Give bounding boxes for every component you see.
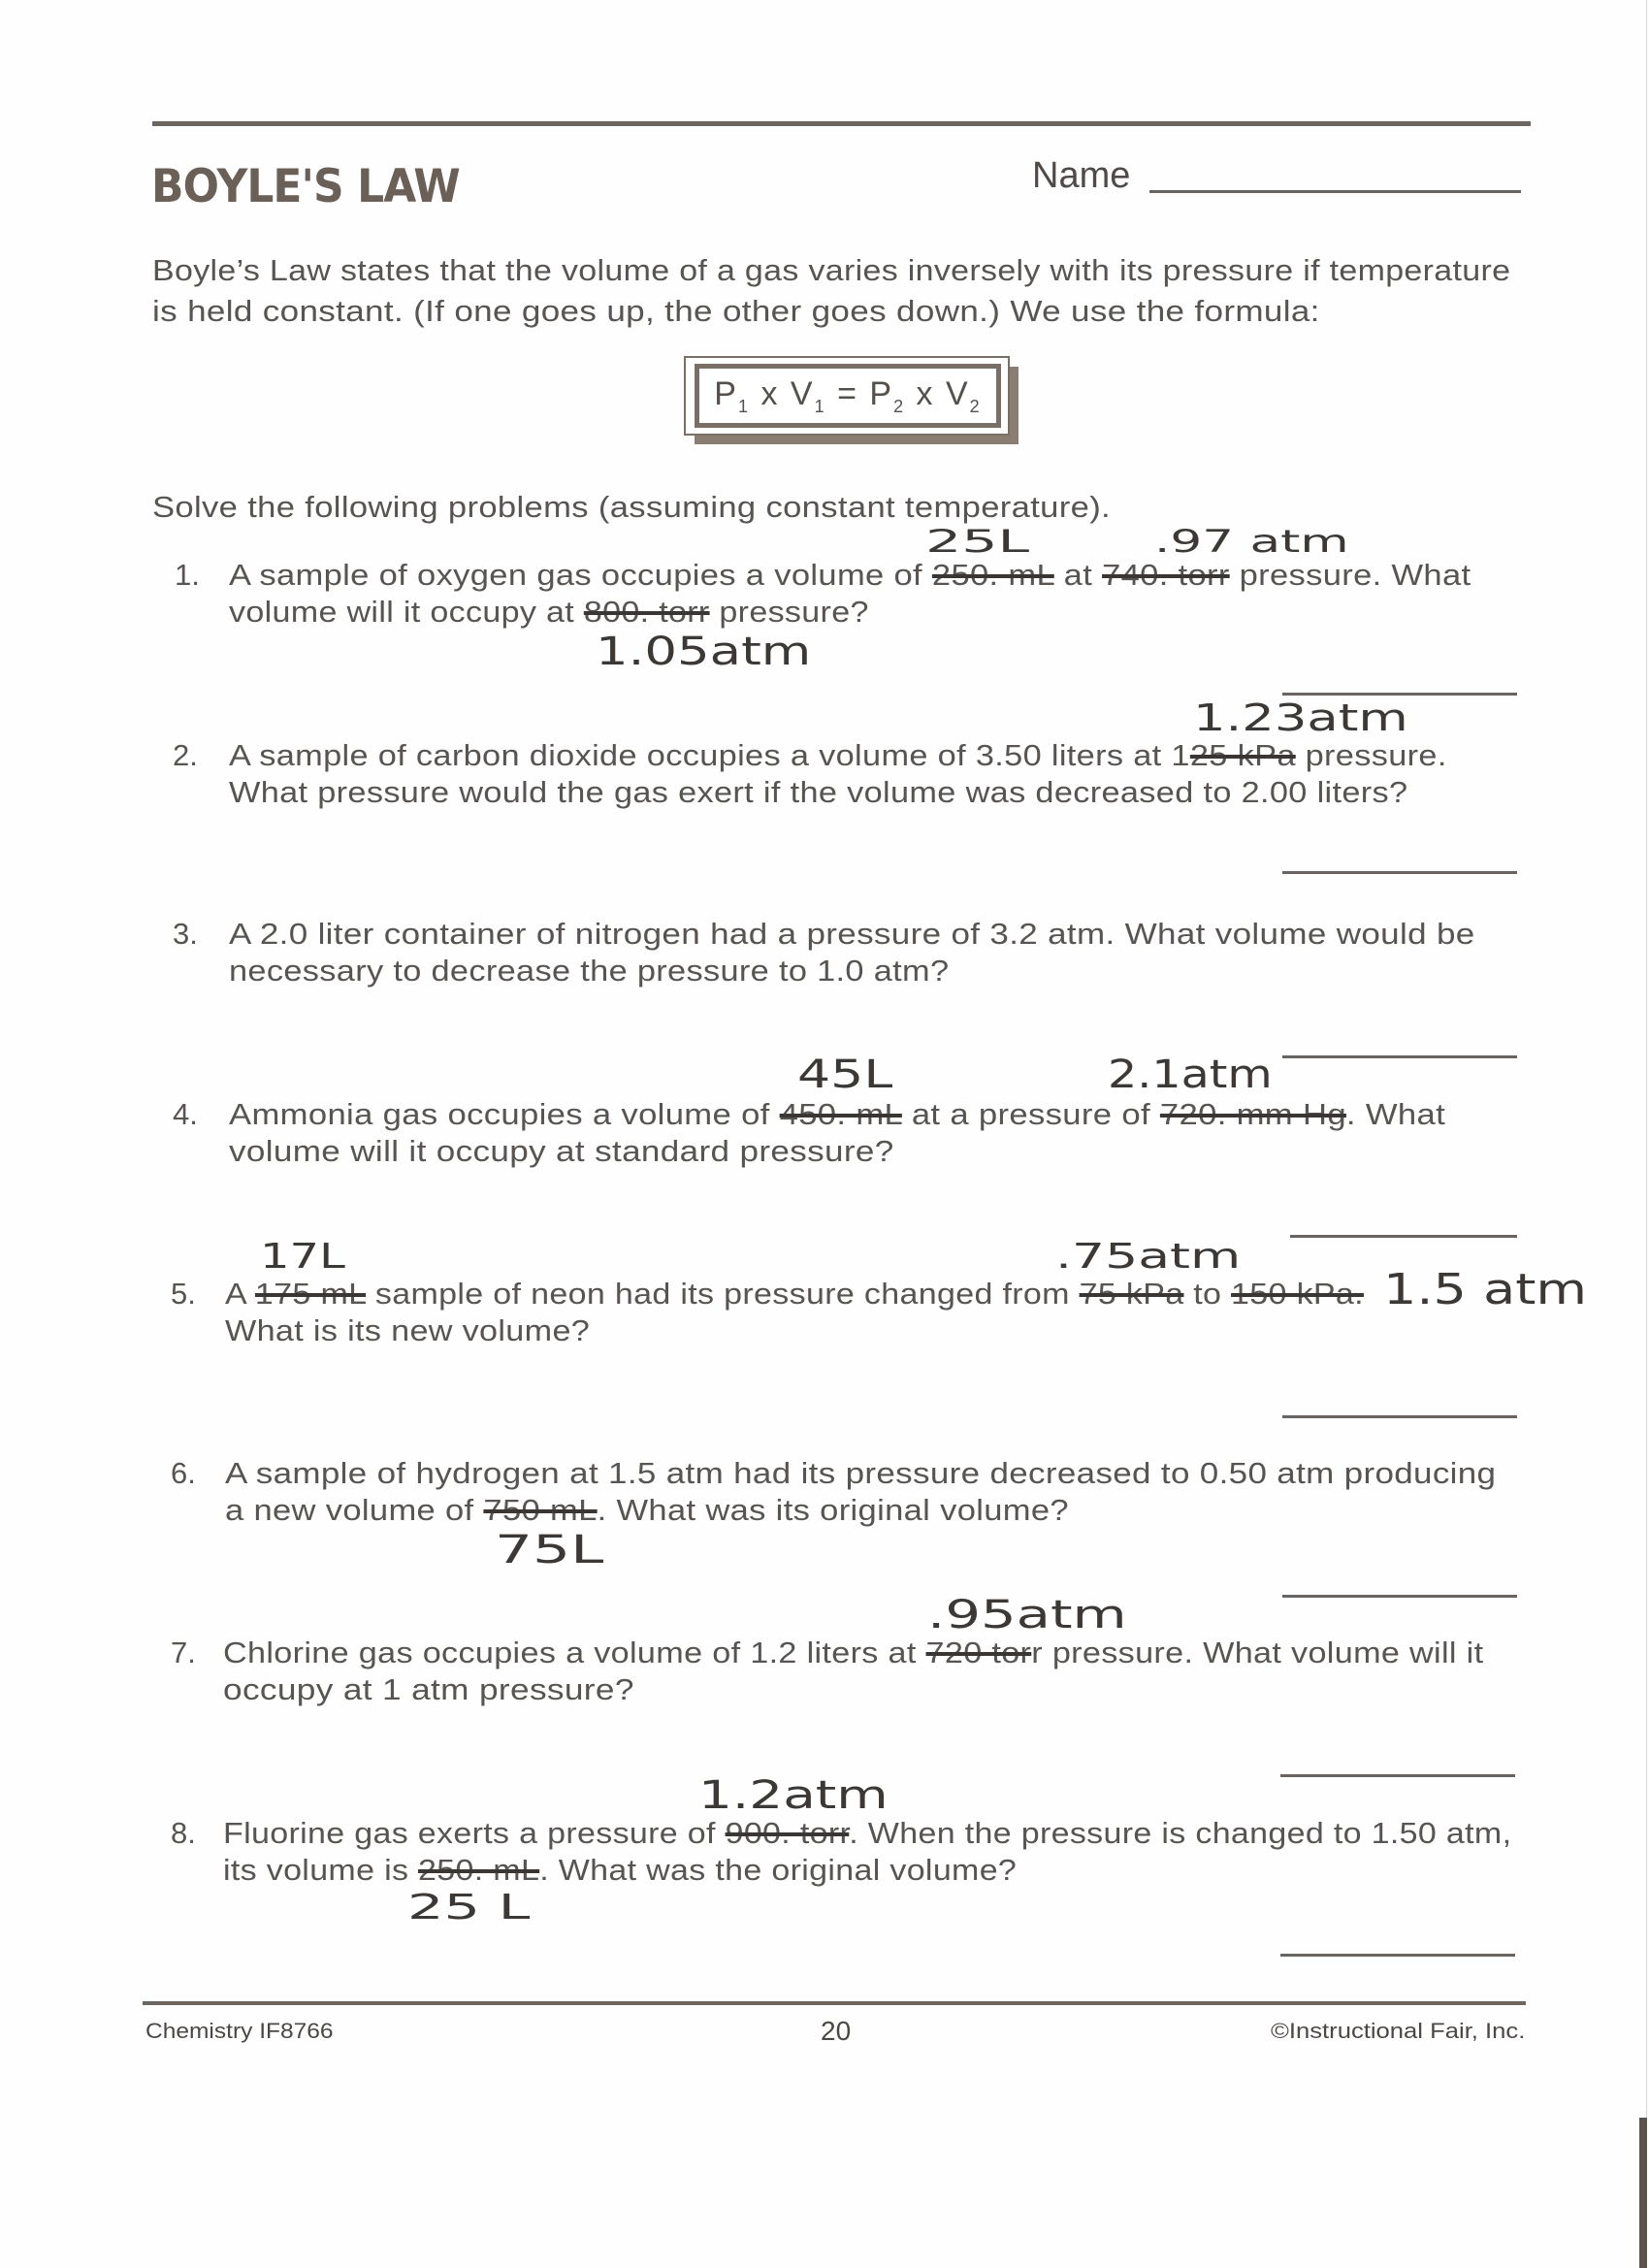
text: to bbox=[1183, 1277, 1232, 1311]
text: Fluorine gas exerts a pressure of bbox=[223, 1816, 726, 1850]
problem-text-line-2 bbox=[225, 1494, 1069, 1527]
intro-line-1: Boyle’s Law states that the volume of a gas varies inversely with its pressure if temperature bbox=[152, 253, 1511, 287]
text: its volume is bbox=[223, 1853, 419, 1887]
problem-text-line-2: occupy at 1 atm pressure? bbox=[223, 1672, 634, 1706]
struck-value: 750 mL bbox=[483, 1493, 598, 1527]
answer-line[interactable] bbox=[1282, 871, 1517, 874]
struck-value: 250. mL bbox=[931, 558, 1054, 592]
formula-sub-4: 2 bbox=[969, 397, 982, 416]
struck-value: 150 kPa. bbox=[1231, 1277, 1364, 1311]
page-edge-line bbox=[1646, 0, 1647, 2118]
formula-p2: P bbox=[869, 375, 894, 412]
text: at a pressure of bbox=[901, 1097, 1160, 1131]
text: . When the pressure is changed to 1.50 atm, bbox=[849, 1816, 1512, 1850]
problem-text-line-2: necessary to decrease the pressure to 1.0 atm? bbox=[229, 954, 950, 988]
text: volume will it occupy at bbox=[229, 595, 584, 629]
problem-number: 2. bbox=[173, 738, 198, 772]
problem-number: 1. bbox=[175, 558, 200, 592]
handwritten-note: 17L bbox=[260, 1237, 345, 1277]
handwritten-note: 25L bbox=[925, 523, 1030, 560]
handwritten-note: 75L bbox=[495, 1528, 604, 1572]
text: Ammonia gas occupies a volume of bbox=[229, 1097, 780, 1131]
answer-line[interactable] bbox=[1280, 1774, 1515, 1777]
text: r pressure. What volume will it bbox=[1031, 1636, 1484, 1669]
scan-edge-shadow bbox=[1639, 2118, 1647, 2268]
bottom-rule bbox=[143, 2001, 1526, 2005]
name-field-line[interactable] bbox=[1149, 190, 1521, 193]
page-number: 20 bbox=[821, 2016, 852, 2046]
problem-text-line-1 bbox=[229, 739, 1447, 772]
formula-inner-box bbox=[695, 364, 1001, 428]
struck-value: 720. mm Hg bbox=[1159, 1097, 1346, 1131]
problem-text-line-1 bbox=[229, 559, 1471, 592]
problem-number: 8. bbox=[171, 1816, 196, 1850]
text: sample of neon had its pressure changed from bbox=[366, 1277, 1080, 1311]
handwritten-note: 2.1atm bbox=[1108, 1053, 1273, 1097]
problem-text-line-2 bbox=[223, 1854, 1017, 1887]
problem-text-line-1 bbox=[229, 1098, 1445, 1131]
boyles-law-formula bbox=[699, 373, 996, 428]
text: A sample of oxygen gas occupies a volume of bbox=[229, 558, 932, 592]
intro-line-2: is held constant. (If one goes up, the other goes down.) We use the formula: bbox=[152, 294, 1320, 328]
footer-book-code: Chemistry IF8766 bbox=[146, 2019, 334, 2043]
answer-line[interactable] bbox=[1282, 1595, 1517, 1598]
struck-value: 720 tor bbox=[925, 1636, 1032, 1669]
handwritten-note: 1.05atm bbox=[596, 630, 812, 674]
problem-number: 7. bbox=[171, 1636, 196, 1669]
handwritten-note: 1.2atm bbox=[698, 1773, 889, 1818]
answer-line[interactable] bbox=[1280, 1954, 1515, 1957]
text: at bbox=[1053, 558, 1103, 592]
formula-times-2: x bbox=[916, 375, 935, 412]
top-rule bbox=[152, 121, 1531, 126]
problem-text-line-2: What is its new volume? bbox=[225, 1313, 591, 1347]
text: A bbox=[225, 1277, 255, 1311]
struck-value: 250. mL bbox=[418, 1853, 540, 1887]
formula-equals: = bbox=[837, 375, 858, 412]
formula-v1: V bbox=[790, 375, 815, 412]
footer-copyright: ©Instructional Fair, Inc. bbox=[1271, 2019, 1526, 2043]
answer-line[interactable] bbox=[1282, 1055, 1517, 1058]
answer-line[interactable] bbox=[1282, 693, 1517, 696]
problem-text-line-1 bbox=[223, 1636, 1483, 1669]
handwritten-note: .75atm bbox=[1055, 1237, 1242, 1277]
instructions: Solve the following problems (assuming constant temperature). bbox=[152, 490, 1112, 524]
text: A sample of carbon dioxide occupies a volume of 3.50 liters at 1 bbox=[229, 738, 1190, 772]
text: pressure? bbox=[709, 595, 869, 629]
problem-number: 4. bbox=[173, 1097, 198, 1131]
struck-value: 175 mL bbox=[254, 1277, 367, 1311]
name-label: Name bbox=[1032, 155, 1131, 196]
formula-sub-2: 1 bbox=[814, 397, 826, 416]
problem-number: 5. bbox=[171, 1277, 196, 1311]
answer-line[interactable] bbox=[1282, 1415, 1517, 1418]
text: Chlorine gas occupies a volume of 1.2 liters at bbox=[223, 1636, 926, 1669]
struck-value: 740. torr bbox=[1102, 558, 1230, 592]
problem-number: 6. bbox=[171, 1456, 196, 1490]
problem-text-line-2: What pressure would the gas exert if the volume was decreased to 2.00 liters? bbox=[229, 775, 1408, 809]
problem-text-line-1 bbox=[223, 1817, 1511, 1850]
problem-number: 3. bbox=[173, 917, 198, 951]
text: . What bbox=[1345, 1097, 1446, 1131]
formula-v2: V bbox=[945, 375, 970, 412]
worksheet-title: BOYLE'S LAW bbox=[151, 160, 460, 213]
text: pressure. bbox=[1295, 738, 1447, 772]
struck-value: 800. torr bbox=[583, 595, 710, 629]
problem-text-line-1: A 2.0 liter container of nitrogen had a pressure of 3.2 atm. What volume would be bbox=[229, 917, 1475, 951]
handwritten-note: 45L bbox=[797, 1053, 893, 1097]
problem-text-line-1 bbox=[225, 1278, 1364, 1311]
problem-text-line-1: A sample of hydrogen at 1.5 atm had its pressure decreased to 0.50 atm producing bbox=[225, 1456, 1497, 1490]
handwritten-note: 1.5 atm bbox=[1383, 1265, 1588, 1314]
problem-text-line-2 bbox=[229, 596, 869, 629]
formula-p1: P bbox=[714, 375, 738, 412]
handwritten-note: 1.23atm bbox=[1193, 697, 1408, 739]
struck-value: 75 kPa bbox=[1079, 1277, 1184, 1311]
handwritten-note: .97 atm bbox=[1154, 523, 1349, 560]
text: a new volume of bbox=[225, 1493, 484, 1527]
struck-value: 450. mL bbox=[779, 1097, 902, 1131]
text: . What was the original volume? bbox=[539, 1853, 1018, 1887]
handwritten-note: .95atm bbox=[927, 1593, 1127, 1637]
formula-sub-1: 1 bbox=[737, 397, 750, 416]
text: pressure. What bbox=[1229, 558, 1471, 592]
struck-value: 900. torr bbox=[725, 1816, 850, 1850]
formula-sub-3: 2 bbox=[893, 397, 906, 416]
handwritten-note: 25 L bbox=[407, 1888, 531, 1928]
answer-line[interactable] bbox=[1290, 1235, 1517, 1238]
text: . What was its original volume? bbox=[597, 1493, 1069, 1527]
problem-text-line-2: volume will it occupy at standard pressure? bbox=[229, 1134, 894, 1168]
struck-value: 25 kPa bbox=[1189, 738, 1296, 772]
formula-times-1: x bbox=[760, 375, 780, 412]
